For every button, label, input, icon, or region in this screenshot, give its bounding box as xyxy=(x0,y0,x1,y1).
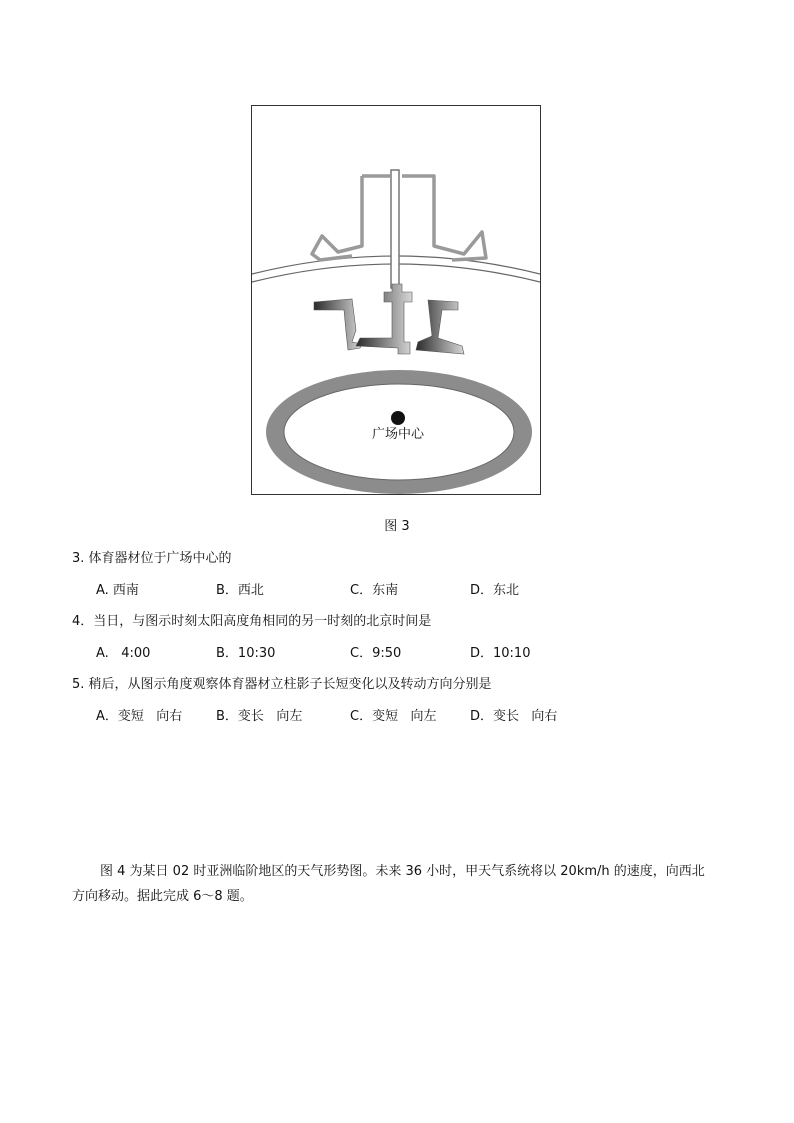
question-3-option-c: C．东南 xyxy=(350,583,399,598)
equipment-post xyxy=(391,170,399,288)
question-3-option-a: A. 西南 xyxy=(96,583,139,598)
figure-3-diagram xyxy=(251,105,541,495)
figure-4-intro-paragraph xyxy=(72,859,722,909)
question-4-stem: 4．当日，与图示时刻太阳高度角相同的另一时刻的北京时间是 xyxy=(72,614,432,629)
question-4-option-a: A. 4:00 xyxy=(96,646,151,661)
intro-line-2: 方向移动。据此完成 6～8 题。 xyxy=(72,889,253,904)
question-4-option-c: C．9:50 xyxy=(350,646,402,661)
question-4-options xyxy=(96,645,656,663)
question-5-option-b: B．变长 向左 xyxy=(216,709,303,724)
question-5-option-d: D．变长 向右 xyxy=(470,709,558,724)
question-5-option-c: C．变短 向左 xyxy=(350,709,437,724)
equipment-shadow xyxy=(314,284,464,354)
question-5-option-a: A．变短 向右 xyxy=(96,709,183,724)
question-3-options xyxy=(96,582,656,600)
question-3-option-d: D．东北 xyxy=(470,583,520,598)
figure-caption: 图 3 xyxy=(384,519,410,534)
question-5-stem: 5. 稍后，从图示角度观察体育器材立柱影子长短变化以及转动方向分别是 xyxy=(72,677,492,692)
question-4-option-b: B．10:30 xyxy=(216,646,276,661)
plaza-center-label: 广场中心 xyxy=(371,427,424,442)
question-5-options xyxy=(96,708,656,726)
intro-line-1: 图 4 为某日 02 时亚洲临阶地区的天气形势图。未来 36 小时，甲天气系统将以 20km/h 的速度，向西北 xyxy=(100,864,705,879)
plaza-center-dot xyxy=(391,411,405,425)
question-4-option-d: D．10:10 xyxy=(470,646,531,661)
question-3-option-b: B．西北 xyxy=(216,583,264,598)
question-3-stem: 3. 体育器材位于广场中心的 xyxy=(72,551,232,566)
